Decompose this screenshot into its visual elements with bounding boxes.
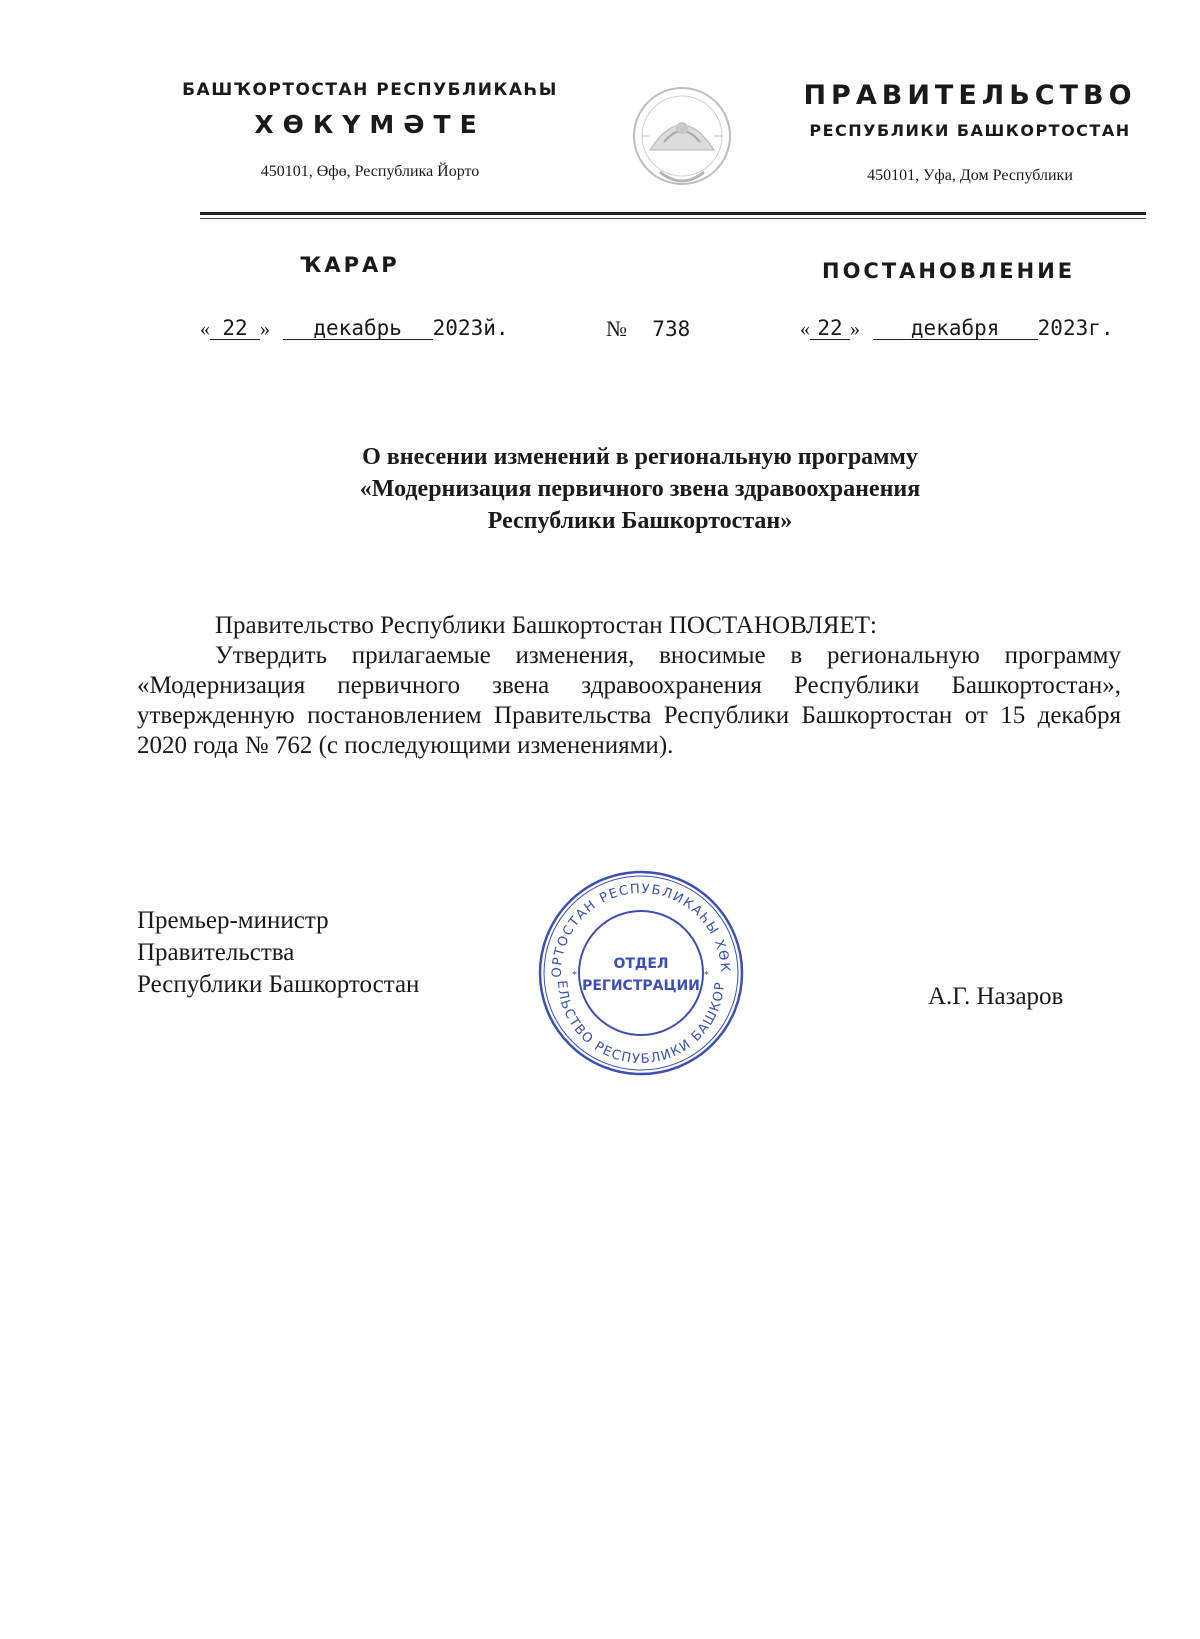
stamp-outer-top-text: ОРТОСТАН РЕСПУБЛИКАҺЫ ХӨК (549, 881, 733, 978)
signatory-position-line2: Правительства (137, 939, 295, 966)
svg-text:*: * (704, 970, 709, 981)
doc-number-value: 738 (652, 317, 691, 341)
date-right-month: декабря (873, 317, 1038, 340)
coat-of-arms-emblem (620, 80, 744, 200)
header-divider-thick (200, 212, 1146, 215)
stamp-center-line2: РЕГИСТРАЦИИ (582, 978, 700, 994)
document-title (160, 441, 1120, 537)
date-left: « 22 » декабрь 2023й. (200, 316, 509, 340)
signatory-position (137, 905, 419, 1001)
doc-number-label: № (606, 316, 627, 341)
date-right-day: 22 (810, 317, 850, 340)
header-left-line2: ХӨКҮМӘТЕ (254, 110, 486, 139)
body-paragraph-2: Утвердить прилагаемые изменения, вносимые в региональную программу «Модернизация первичного звена здравоохранения Республики Башкортостан», утвержденную постановлением Правительства Республики Башкортостан от 15 декабря 2020 года № 762 (с последующими изменениями). (137, 642, 1121, 759)
stamp-center-line1: ОТДЕЛ (613, 956, 669, 972)
signatory-name: А.Г. Назаров (928, 983, 1064, 1010)
header-left-address: 450101, Өфө, Республика Йорто (260, 163, 480, 180)
doc-number (606, 316, 690, 342)
header-right-line1: ПРАВИТЕЛЬСТВО (803, 80, 1137, 111)
official-stamp (536, 868, 746, 1078)
signatory-position-line3: Республики Башкортостан (137, 971, 420, 998)
header-right-line2: РЕСПУБЛИКИ БАШКОРТОСТАН (809, 121, 1131, 140)
signatory-position-line1: Премьер-министр (137, 907, 329, 934)
title-line2: «Модернизация первичного звена здравоохранения (359, 476, 921, 502)
svg-text:*: * (572, 970, 577, 981)
header-divider-thin (200, 218, 1146, 219)
header-left (160, 80, 580, 139)
doc-type-left: ҠАРАР (300, 253, 400, 277)
title-line3: Республики Башкортостан» (487, 508, 793, 534)
date-right-year: 2023г. (1037, 316, 1114, 340)
header-right (780, 80, 1160, 140)
doc-type-right: ПОСТАНОВЛЕНИЕ (822, 259, 1076, 283)
date-left-month: декабрь (283, 317, 433, 340)
date-left-day: 22 (210, 317, 260, 340)
date-left-year: 2023й. (432, 316, 509, 340)
document-body (137, 611, 1121, 761)
date-right: « 22 » декабря 2023г. (800, 316, 1114, 340)
header-right-address: 450101, Уфа, Дом Республики (867, 167, 1073, 184)
stamp-outer-bottom-text: ЕЛЬСТВО РЕСПУБЛИКИ БАШКОР (553, 979, 729, 1068)
header-left-line1: БАШҠОРТОСТАН РЕСПУБЛИКАҺЫ (182, 80, 558, 100)
body-paragraph-1: Правительство Республики Башкортостан ПОСТАНОВЛЯЕТ: (215, 612, 877, 639)
title-line1: О внесении изменений в региональную программу (362, 444, 918, 470)
